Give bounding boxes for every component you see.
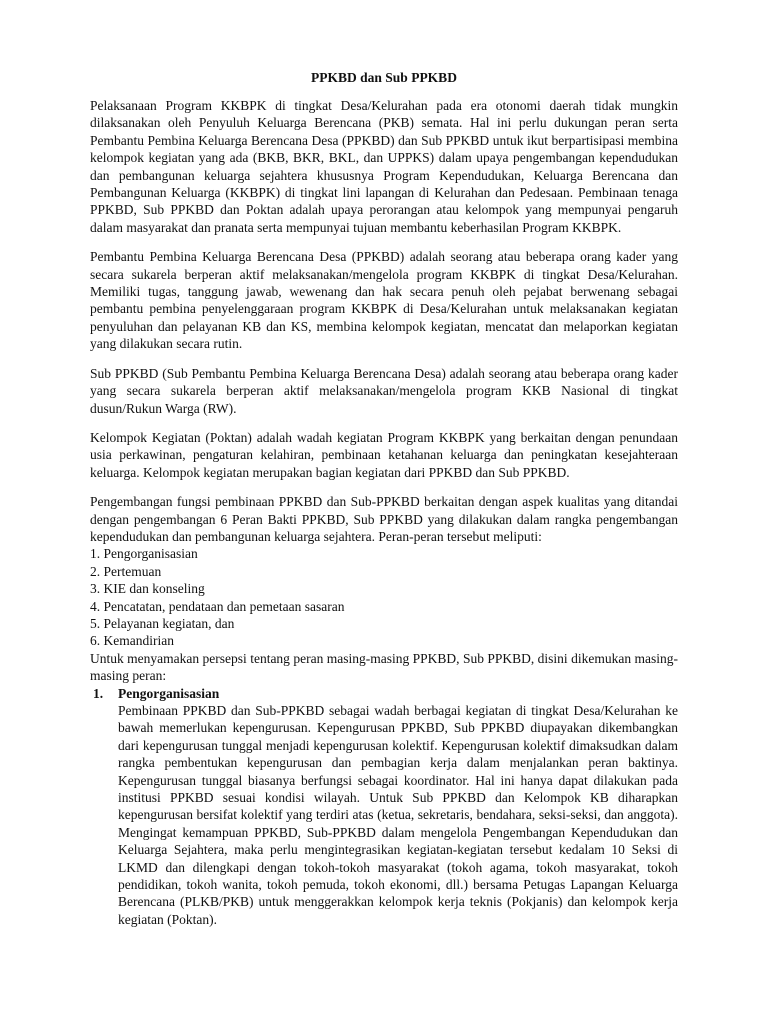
section-title: Pengorganisasian	[118, 685, 220, 701]
list-item: 6. Kemandirian	[90, 633, 174, 649]
list-item: 4. Pencatatan, pendataan dan pemetaan sasaran	[90, 598, 345, 614]
section-pengorganisasian	[90, 685, 678, 929]
document-title: PPKBD dan Sub PPKBD	[311, 70, 457, 85]
section-heading	[90, 685, 678, 702]
paragraph-ppkbd: Pembantu Pembina Keluarga Berencana Desa (PPKBD) adalah seorang atau beberapa orang kader yang secara sukarela berperan aktif melaksanakan/mengelola program KKBPK di tingkat Desa/Kelurahan. Memiliki tugas, tanggung jawab, wewenang dan hak secara penuh oleh pejabat berwenang sebagai pembantu pembina penyelenggaraan program KKBPK di Desa/Kelurahan untuk melaksanakan kegiatan penyuluhan dan pelayanan KB dan KS, membina kelompok kegiatan, mencatat dan melaporkan kegiatan yang dilakukan secara rutin.	[90, 249, 678, 352]
roles-list	[90, 545, 678, 649]
paragraph-intro: Pelaksanaan Program KKBPK di tingkat Desa/Kelurahan pada era otonomi daerah tidak mungkin dilaksanakan oleh Penyuluh Keluarga Berencana (PKB) semata. Hal ini perlu dukungan peran serta Pembantu Pembina Keluarga Berencana Desa (PPKBD) dan Sub PPKBD untuk ikut berpartisipasi membina kelompok kegiatan yang ada (BKB, BKR, BKL, dan UPPKS) dalam upaya pengembangan kependudukan dan pembangunan keluarga sejahtera khususnya Program Kependudukan, Keluarga Berencana dan Pembangunan Keluarga (KKBPK) di tingkat lini lapangan di Kelurahan dan Pedesaan. Pembinaan tenaga PPKBD, Sub PPKBD dan Poktan adalah upaya perorangan atau kelompok yang mempunyai pengaruh dalam masyarakat dan pranata serta mempunyai tujuan membantu keberhasilan Program KKBPK.	[90, 98, 678, 235]
paragraph-poktan: Kelompok Kegiatan (Poktan) adalah wadah kegiatan Program KKBPK yang berkaitan dengan penundaan usia perkawinan, pengaturan kelahiran, pembinaan ketahanan keluarga dan peningkatan kesejahteraan keluarga. Kelompok kegiatan merupakan bagian kegiatan dari PPKBD dan Sub PPKBD.	[90, 429, 678, 480]
section-body: Pembinaan PPKBD dan Sub-PPKBD sebagai wadah berbagai kegiatan di tingkat Desa/Kelurahan ke bawah memerlukan kepengurusan. Kepengurusan PPKBD, Sub PPKBD diupayakan dikembangkan dari kepengurusan tunggal menjadi kepengurusan kolektif. Kepengurusan kolektif dimaksudkan dalam rangka pembentukan kepengurusan dan pembagian kerja dalam menjalankan peran baktinya. Kepengurusan tunggal biasanya berfungsi sebagai koordinator. Hal ini hanya dapat dilakukan pada institusi PPKBD sesuai kondisi wilayah. Untuk Sub PPKBD dan Kelompok KB diharapkan kepengurusan bersifat kolektif yang terdiri atas (ketua, sekretaris, bendahara, seksi-seksi, dan anggota). Mengingat kemampuan PPKBD, Sub-PPKBD dalam mengelola Pengembangan Kependudukan dan Keluarga Sejahtera, maka perlu mengintegrasikan kegiatan-kegiatan tersebut kedalam 10 Seksi di LKMD dan dilengkapi dengan tokoh-tokoh masyarakat (tokoh agama, tokoh masyarakat, tokoh pendidikan, tokoh wanita, tokoh pemuda, tokoh ekonomi, dll.) bersama Petugas Lapangan Keluarga Berencana (PLKB/PKB) untuk menggerakkan kelompok kerja teknis (Pokjanis) dan kelompok kerja kegiatan (Poktan).	[118, 703, 678, 927]
list-item: 3. KIE dan konseling	[90, 581, 205, 597]
closing-intro: Untuk menyamakan persepsi tentang peran masing-masing PPKBD, Sub PPKBD, disini dikemukan masing-masing peran:	[90, 650, 678, 684]
paragraph-sub-ppkbd: Sub PPKBD (Sub Pembantu Pembina Keluarga Berencana Desa) adalah seorang atau beberapa orang kader yang secara sukarela berperan aktif melaksanakan/mengelola program KKB Nasional di tingkat dusun/Rukun Warga (RW).	[90, 365, 678, 416]
list-item: 1. Pengorganisasian	[90, 546, 198, 562]
list-item: 5. Pelayanan kegiatan, dan	[90, 615, 235, 631]
roles-intro: Pengembangan fungsi pembinaan PPKBD dan Sub-PPKBD berkaitan dengan aspek kualitas yang ditandai dengan pengembangan 6 Peran Bakti PPKBD, Sub PPKBD yang dilakukan dalam rangka pengembangan kependudukan dan pembangunan keluarga sejahtera. Peran-peran tersebut meliputi:	[90, 494, 678, 544]
section-number: 1.	[93, 685, 104, 701]
list-item: 2. Pertemuan	[90, 563, 162, 579]
